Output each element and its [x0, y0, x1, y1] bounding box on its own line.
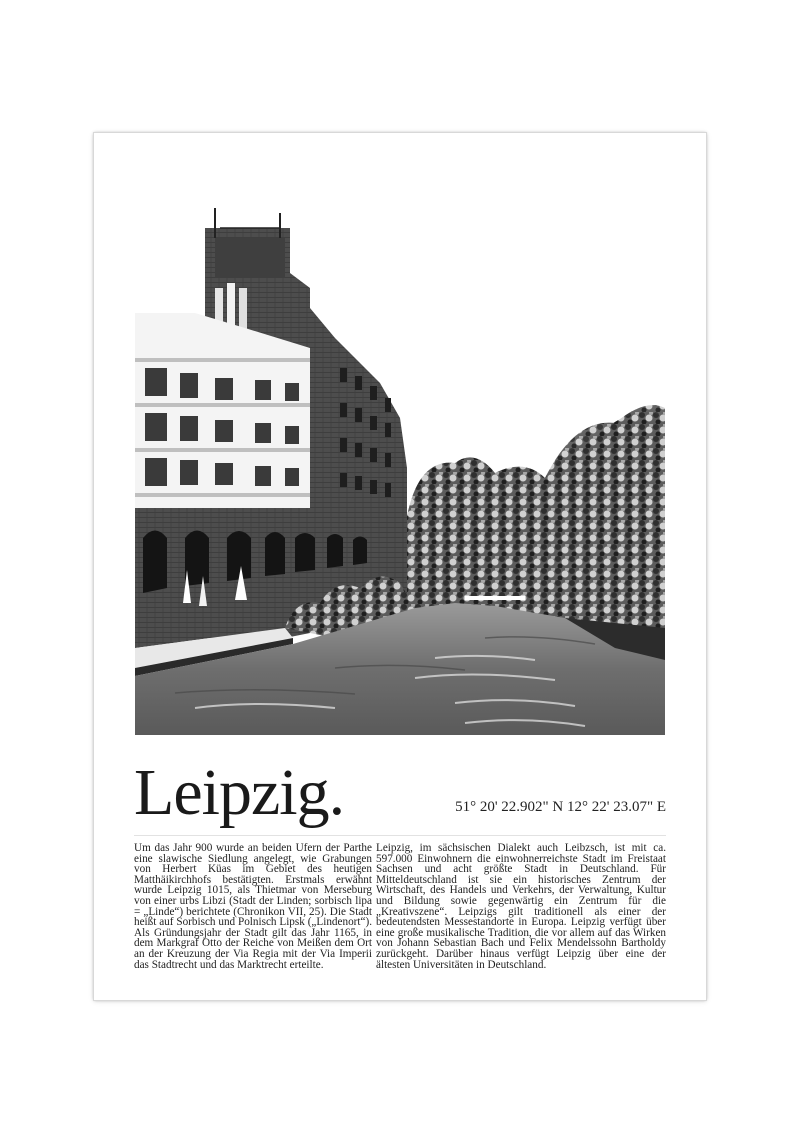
- city-photo: [135, 208, 665, 735]
- coordinates: 51° 20' 22.902" N 12° 22' 23.07" E: [455, 799, 666, 815]
- description-text-column: Leipzig, im sächsischen Dialekt auch Leibzsch, ist mit ca. 597.000 Einwohnern die einwohnerreichste Stadt im Freistaat Sachsen und acht größte Stadt in Deutschland. Für Mitteldeutschland ist sie ein historisches Zentrum der Wirtschaft, des Handels und Verkehrs, der Verwaltung, Kultur und Bildung sowie gegenwärtig ein Zentrum für die „Kreativszene“. Leipzigs gilt traditionell als einer der bedeutendsten Messestandorte in Europa. Leipzig verfügt über eine große musikalische Tradition, die vor allem auf das Wirken von Johann Sebastian Bach und Felix Mendelssohn Bartholdy zurückgeht. Darüber hinaus verfügt Leipzig über eine der ältesten Universitäten in Deutschland.: [376, 842, 666, 971]
- canal-scene-image: [135, 208, 665, 735]
- divider: [134, 835, 666, 836]
- poster: [94, 133, 706, 1000]
- history-text-column: Um das Jahr 900 wurde an beiden Ufern der Parthe eine slawische Siedlung angelegt, wie Grabungen von Herbert Küas im Gebiet des heutigen Matthäikirchhofs bestätigten. Erstmals erwähnt wurde Leipzig 1015, als Thietmar von Merseburg von einer urbs Libzi (Stadt der Linden; sorbisch lipa = „Linde“) berichtete (Chronikon VII, 25). Die Stadt heißt auf Sorbisch und Polnisch Lipsk („Lindenort“). Als Gründungsjahr der Stadt gilt das Jahr 1165, in dem Markgraf Otto der Reiche von Meißen dem Ort an der Kreuzung der Via Regia mit der Via Imperii das Stadtrecht und das Marktrecht erteilte.: [134, 842, 372, 971]
- city-title: Leipzig.: [134, 756, 345, 829]
